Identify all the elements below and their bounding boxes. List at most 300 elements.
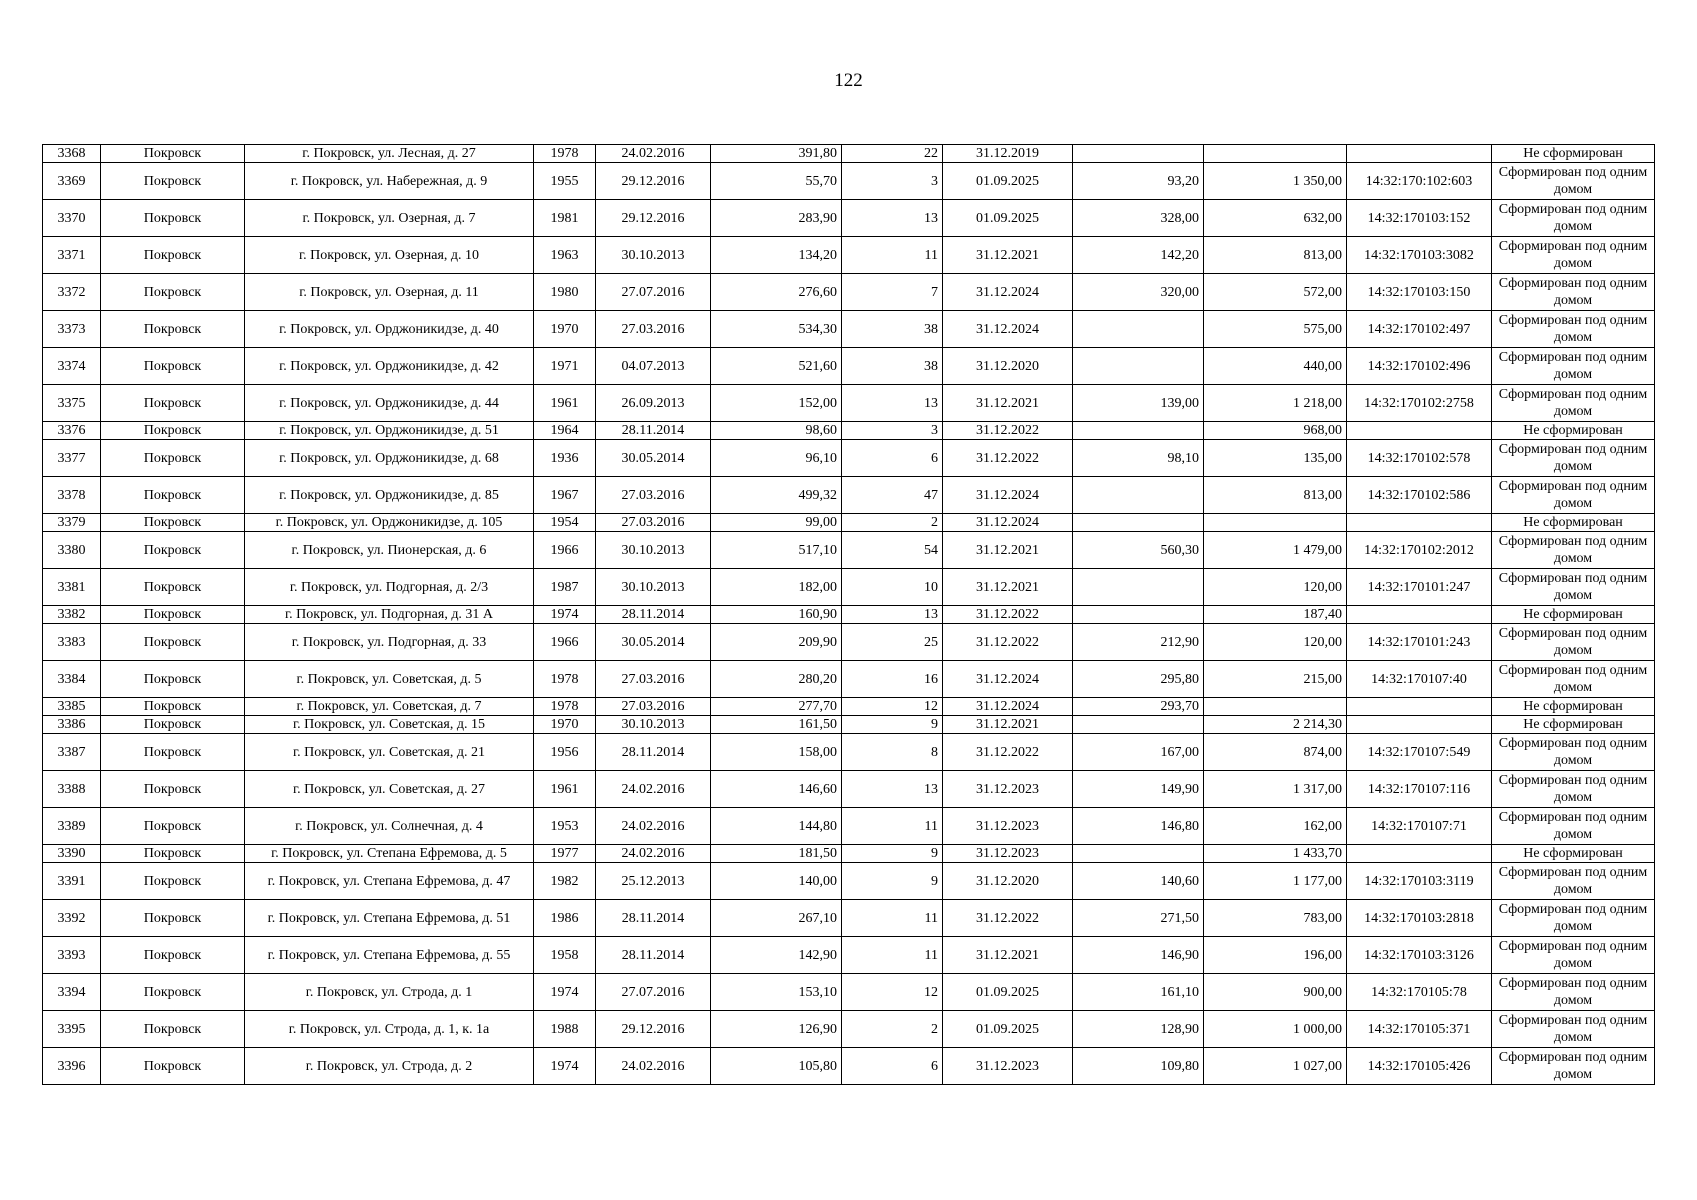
- cell-living-area: 98,60: [711, 422, 842, 440]
- cell-deadline: 31.12.2022: [943, 440, 1073, 477]
- table-row: [43, 606, 1655, 624]
- cell-inspection-date: 27.03.2016: [596, 311, 711, 348]
- cell-land-status: Сформирован под одним домом: [1492, 274, 1655, 311]
- cell-deadline: 31.12.2022: [943, 624, 1073, 661]
- table-row: [43, 734, 1655, 771]
- cell-cadastral-number: [1347, 145, 1492, 163]
- cell-deadline: 01.09.2025: [943, 163, 1073, 200]
- cell-year-built: 1977: [534, 845, 596, 863]
- cell-inspection-date: 28.11.2014: [596, 422, 711, 440]
- cell-city: Покровск: [101, 274, 245, 311]
- cell-year-built: 1980: [534, 274, 596, 311]
- cell-land-area: [1204, 514, 1347, 532]
- cell-total-area: [1073, 477, 1204, 514]
- cell-land-status: Сформирован под одним домом: [1492, 624, 1655, 661]
- cell-row-number: 3387: [43, 734, 101, 771]
- cell-year-built: 1966: [534, 624, 596, 661]
- cell-deadline: 31.12.2021: [943, 937, 1073, 974]
- cell-row-number: 3379: [43, 514, 101, 532]
- cell-address: г. Покровск, ул. Подгорная, д. 2/3: [245, 569, 534, 606]
- cell-cadastral-number: 14:32:170101:247: [1347, 569, 1492, 606]
- cell-row-number: 3376: [43, 422, 101, 440]
- cell-land-status: Не сформирован: [1492, 514, 1655, 532]
- cell-year-built: 1974: [534, 1048, 596, 1085]
- cell-city: Покровск: [101, 385, 245, 422]
- cell-deadline: 31.12.2022: [943, 606, 1073, 624]
- cell-inspection-date: 27.03.2016: [596, 661, 711, 698]
- cell-land-status: Не сформирован: [1492, 716, 1655, 734]
- table-row: [43, 1011, 1655, 1048]
- cell-residents: 47: [842, 477, 943, 514]
- cell-inspection-date: 27.03.2016: [596, 698, 711, 716]
- table-row: [43, 385, 1655, 422]
- cell-total-area: 271,50: [1073, 900, 1204, 937]
- cell-city: Покровск: [101, 514, 245, 532]
- cell-residents: 22: [842, 145, 943, 163]
- cell-city: Покровск: [101, 477, 245, 514]
- cell-row-number: 3389: [43, 808, 101, 845]
- cell-year-built: 1974: [534, 606, 596, 624]
- cell-land-status: Сформирован под одним домом: [1492, 734, 1655, 771]
- cell-living-area: 105,80: [711, 1048, 842, 1085]
- cell-living-area: 152,00: [711, 385, 842, 422]
- table-row: [43, 440, 1655, 477]
- cell-total-area: [1073, 716, 1204, 734]
- cell-cadastral-number: 14:32:170101:243: [1347, 624, 1492, 661]
- cell-row-number: 3377: [43, 440, 101, 477]
- cell-land-area: 135,00: [1204, 440, 1347, 477]
- cell-address: г. Покровск, ул. Орджоникидзе, д. 40: [245, 311, 534, 348]
- cell-row-number: 3388: [43, 771, 101, 808]
- cell-land-area: 874,00: [1204, 734, 1347, 771]
- cell-deadline: 31.12.2023: [943, 845, 1073, 863]
- cell-deadline: 31.12.2021: [943, 569, 1073, 606]
- cell-living-area: 153,10: [711, 974, 842, 1011]
- cell-row-number: 3368: [43, 145, 101, 163]
- cell-year-built: 1956: [534, 734, 596, 771]
- cell-land-area: 1 027,00: [1204, 1048, 1347, 1085]
- cell-land-status: Сформирован под одним домом: [1492, 937, 1655, 974]
- cell-inspection-date: 30.05.2014: [596, 624, 711, 661]
- cell-inspection-date: 28.11.2014: [596, 937, 711, 974]
- cell-cadastral-number: 14:32:170107:116: [1347, 771, 1492, 808]
- cell-residents: 38: [842, 348, 943, 385]
- cell-land-status: Сформирован под одним домом: [1492, 385, 1655, 422]
- cell-land-status: Сформирован под одним домом: [1492, 808, 1655, 845]
- cell-land-status: Сформирован под одним домом: [1492, 1011, 1655, 1048]
- cell-deadline: 31.12.2024: [943, 477, 1073, 514]
- cell-residents: 9: [842, 863, 943, 900]
- cell-deadline: 01.09.2025: [943, 974, 1073, 1011]
- table-row: [43, 937, 1655, 974]
- cell-row-number: 3371: [43, 237, 101, 274]
- cell-year-built: 1954: [534, 514, 596, 532]
- cell-city: Покровск: [101, 606, 245, 624]
- cell-living-area: 182,00: [711, 569, 842, 606]
- cell-total-area: [1073, 845, 1204, 863]
- cell-row-number: 3396: [43, 1048, 101, 1085]
- cell-address: г. Покровск, ул. Набережная, д. 9: [245, 163, 534, 200]
- cell-land-status: Сформирован под одним домом: [1492, 900, 1655, 937]
- cell-deadline: 01.09.2025: [943, 200, 1073, 237]
- cell-cadastral-number: 14:32:170102:578: [1347, 440, 1492, 477]
- cell-land-area: 1 350,00: [1204, 163, 1347, 200]
- cell-city: Покровск: [101, 974, 245, 1011]
- cell-inspection-date: 27.07.2016: [596, 974, 711, 1011]
- cell-address: г. Покровск, ул. Орджоникидзе, д. 68: [245, 440, 534, 477]
- table-row: [43, 863, 1655, 900]
- cell-city: Покровск: [101, 311, 245, 348]
- cell-total-area: 560,30: [1073, 532, 1204, 569]
- cell-city: Покровск: [101, 145, 245, 163]
- cell-land-area: [1204, 145, 1347, 163]
- cell-land-status: Сформирован под одним домом: [1492, 974, 1655, 1011]
- cell-deadline: 31.12.2021: [943, 532, 1073, 569]
- cell-inspection-date: 24.02.2016: [596, 771, 711, 808]
- cell-city: Покровск: [101, 624, 245, 661]
- cell-row-number: 3384: [43, 661, 101, 698]
- cell-inspection-date: 29.12.2016: [596, 200, 711, 237]
- cell-land-status: Не сформирован: [1492, 698, 1655, 716]
- cell-living-area: 276,60: [711, 274, 842, 311]
- cell-living-area: 277,70: [711, 698, 842, 716]
- cell-land-status: Сформирован под одним домом: [1492, 163, 1655, 200]
- cell-year-built: 1963: [534, 237, 596, 274]
- cell-total-area: [1073, 422, 1204, 440]
- cell-year-built: 1978: [534, 145, 596, 163]
- cell-total-area: 93,20: [1073, 163, 1204, 200]
- cell-cadastral-number: 14:32:170107:549: [1347, 734, 1492, 771]
- cell-year-built: 1967: [534, 477, 596, 514]
- cell-land-status: Сформирован под одним домом: [1492, 1048, 1655, 1085]
- cell-deadline: 31.12.2022: [943, 734, 1073, 771]
- cell-row-number: 3370: [43, 200, 101, 237]
- cell-cadastral-number: 14:32:170102:496: [1347, 348, 1492, 385]
- cell-residents: 11: [842, 808, 943, 845]
- cell-residents: 11: [842, 237, 943, 274]
- cell-land-status: Сформирован под одним домом: [1492, 477, 1655, 514]
- cell-land-area: 1 317,00: [1204, 771, 1347, 808]
- cell-address: г. Покровск, ул. Озерная, д. 7: [245, 200, 534, 237]
- cell-land-area: 783,00: [1204, 900, 1347, 937]
- cell-residents: 8: [842, 734, 943, 771]
- cell-land-status: Сформирован под одним домом: [1492, 532, 1655, 569]
- cell-land-status: Сформирован под одним домом: [1492, 863, 1655, 900]
- page-number: 122: [834, 70, 863, 91]
- cell-residents: 13: [842, 771, 943, 808]
- cell-land-area: 120,00: [1204, 624, 1347, 661]
- cell-cadastral-number: 14:32:170102:2758: [1347, 385, 1492, 422]
- cell-residents: 6: [842, 440, 943, 477]
- cell-city: Покровск: [101, 661, 245, 698]
- cell-residents: 2: [842, 514, 943, 532]
- housing-register-table: [42, 144, 1655, 1085]
- cell-cadastral-number: 14:32:170105:426: [1347, 1048, 1492, 1085]
- cell-total-area: [1073, 606, 1204, 624]
- cell-living-area: 146,60: [711, 771, 842, 808]
- cell-total-area: 98,10: [1073, 440, 1204, 477]
- cell-residents: 25: [842, 624, 943, 661]
- cell-residents: 9: [842, 845, 943, 863]
- cell-land-area: 440,00: [1204, 348, 1347, 385]
- cell-residents: 12: [842, 698, 943, 716]
- cell-living-area: 158,00: [711, 734, 842, 771]
- cell-row-number: 3369: [43, 163, 101, 200]
- cell-inspection-date: 27.03.2016: [596, 514, 711, 532]
- cell-total-area: 149,90: [1073, 771, 1204, 808]
- cell-land-status: Сформирован под одним домом: [1492, 771, 1655, 808]
- cell-total-area: 328,00: [1073, 200, 1204, 237]
- cell-total-area: 140,60: [1073, 863, 1204, 900]
- table-row: [43, 532, 1655, 569]
- cell-living-area: 267,10: [711, 900, 842, 937]
- table-row: [43, 163, 1655, 200]
- cell-city: Покровск: [101, 845, 245, 863]
- cell-living-area: 134,20: [711, 237, 842, 274]
- cell-address: г. Покровск, ул. Советская, д. 27: [245, 771, 534, 808]
- table-row: [43, 422, 1655, 440]
- table-row: [43, 477, 1655, 514]
- cell-address: г. Покровск, ул. Пионерская, д. 6: [245, 532, 534, 569]
- cell-city: Покровск: [101, 569, 245, 606]
- cell-living-area: 517,10: [711, 532, 842, 569]
- cell-living-area: 283,90: [711, 200, 842, 237]
- cell-inspection-date: 28.11.2014: [596, 900, 711, 937]
- cell-living-area: 144,80: [711, 808, 842, 845]
- cell-deadline: 31.12.2020: [943, 348, 1073, 385]
- cell-land-status: Сформирован под одним домом: [1492, 661, 1655, 698]
- cell-land-area: 162,00: [1204, 808, 1347, 845]
- cell-address: г. Покровск, ул. Строда, д. 1: [245, 974, 534, 1011]
- cell-land-status: Сформирован под одним домом: [1492, 200, 1655, 237]
- cell-city: Покровск: [101, 532, 245, 569]
- cell-total-area: [1073, 569, 1204, 606]
- table-row: [43, 808, 1655, 845]
- cell-city: Покровск: [101, 734, 245, 771]
- cell-row-number: 3378: [43, 477, 101, 514]
- cell-year-built: 1986: [534, 900, 596, 937]
- cell-land-area: 120,00: [1204, 569, 1347, 606]
- cell-residents: 13: [842, 200, 943, 237]
- cell-total-area: [1073, 311, 1204, 348]
- cell-year-built: 1955: [534, 163, 596, 200]
- cell-year-built: 1961: [534, 385, 596, 422]
- cell-inspection-date: 24.02.2016: [596, 145, 711, 163]
- cell-land-status: Сформирован под одним домом: [1492, 440, 1655, 477]
- table-row: [43, 200, 1655, 237]
- cell-land-area: [1204, 698, 1347, 716]
- table-row: [43, 237, 1655, 274]
- cell-residents: 16: [842, 661, 943, 698]
- cell-address: г. Покровск, ул. Орджоникидзе, д. 44: [245, 385, 534, 422]
- table-row: [43, 661, 1655, 698]
- cell-total-area: 128,90: [1073, 1011, 1204, 1048]
- cell-deadline: 31.12.2022: [943, 900, 1073, 937]
- cell-total-area: 161,10: [1073, 974, 1204, 1011]
- cell-land-status: Сформирован под одним домом: [1492, 311, 1655, 348]
- cell-living-area: 99,00: [711, 514, 842, 532]
- cell-address: г. Покровск, ул. Подгорная, д. 33: [245, 624, 534, 661]
- cell-year-built: 1988: [534, 1011, 596, 1048]
- cell-total-area: 295,80: [1073, 661, 1204, 698]
- cell-row-number: 3374: [43, 348, 101, 385]
- cell-deadline: 01.09.2025: [943, 1011, 1073, 1048]
- cell-row-number: 3383: [43, 624, 101, 661]
- cell-cadastral-number: 14:32:170107:40: [1347, 661, 1492, 698]
- cell-cadastral-number: [1347, 716, 1492, 734]
- cell-inspection-date: 30.10.2013: [596, 716, 711, 734]
- cell-land-area: 575,00: [1204, 311, 1347, 348]
- cell-inspection-date: 26.09.2013: [596, 385, 711, 422]
- cell-address: г. Покровск, ул. Озерная, д. 11: [245, 274, 534, 311]
- cell-deadline: 31.12.2023: [943, 771, 1073, 808]
- cell-living-area: 499,32: [711, 477, 842, 514]
- cell-address: г. Покровск, ул. Степана Ефремова, д. 51: [245, 900, 534, 937]
- cell-row-number: 3385: [43, 698, 101, 716]
- cell-address: г. Покровск, ул. Советская, д. 15: [245, 716, 534, 734]
- cell-city: Покровск: [101, 771, 245, 808]
- cell-land-area: 813,00: [1204, 477, 1347, 514]
- cell-land-status: Сформирован под одним домом: [1492, 348, 1655, 385]
- cell-deadline: 31.12.2023: [943, 1048, 1073, 1085]
- table-row: [43, 771, 1655, 808]
- cell-row-number: 3391: [43, 863, 101, 900]
- cell-land-status: Сформирован под одним домом: [1492, 569, 1655, 606]
- table-row: [43, 274, 1655, 311]
- cell-residents: 54: [842, 532, 943, 569]
- table-row: [43, 698, 1655, 716]
- cell-address: г. Покровск, ул. Степана Ефремова, д. 55: [245, 937, 534, 974]
- cell-row-number: 3395: [43, 1011, 101, 1048]
- cell-residents: 10: [842, 569, 943, 606]
- cell-city: Покровск: [101, 200, 245, 237]
- cell-land-area: 215,00: [1204, 661, 1347, 698]
- cell-inspection-date: 30.10.2013: [596, 569, 711, 606]
- cell-city: Покровск: [101, 716, 245, 734]
- cell-row-number: 3375: [43, 385, 101, 422]
- cell-address: г. Покровск, ул. Орджоникидзе, д. 51: [245, 422, 534, 440]
- cell-address: г. Покровск, ул. Советская, д. 7: [245, 698, 534, 716]
- cell-address: г. Покровск, ул. Солнечная, д. 4: [245, 808, 534, 845]
- cell-inspection-date: 28.11.2014: [596, 606, 711, 624]
- cell-living-area: 126,90: [711, 1011, 842, 1048]
- cell-city: Покровск: [101, 348, 245, 385]
- cell-address: г. Покровск, ул. Озерная, д. 10: [245, 237, 534, 274]
- cell-cadastral-number: 14:32:170103:3126: [1347, 937, 1492, 974]
- cell-land-area: 1 177,00: [1204, 863, 1347, 900]
- cell-address: г. Покровск, ул. Строда, д. 2: [245, 1048, 534, 1085]
- cell-deadline: 31.12.2024: [943, 514, 1073, 532]
- cell-residents: 9: [842, 716, 943, 734]
- cell-land-area: 1 479,00: [1204, 532, 1347, 569]
- cell-living-area: 160,90: [711, 606, 842, 624]
- cell-year-built: 1971: [534, 348, 596, 385]
- cell-cadastral-number: [1347, 845, 1492, 863]
- cell-total-area: 109,80: [1073, 1048, 1204, 1085]
- cell-residents: 2: [842, 1011, 943, 1048]
- cell-living-area: 534,30: [711, 311, 842, 348]
- table-body: [43, 145, 1655, 1085]
- cell-cadastral-number: [1347, 514, 1492, 532]
- cell-residents: 7: [842, 274, 943, 311]
- cell-deadline: 31.12.2022: [943, 422, 1073, 440]
- cell-cadastral-number: 14:32:170102:497: [1347, 311, 1492, 348]
- cell-inspection-date: 24.02.2016: [596, 1048, 711, 1085]
- table-row: [43, 974, 1655, 1011]
- cell-row-number: 3380: [43, 532, 101, 569]
- cell-living-area: 55,70: [711, 163, 842, 200]
- cell-address: г. Покровск, ул. Лесная, д. 27: [245, 145, 534, 163]
- cell-living-area: 391,80: [711, 145, 842, 163]
- cell-total-area: 320,00: [1073, 274, 1204, 311]
- cell-row-number: 3386: [43, 716, 101, 734]
- cell-total-area: 146,90: [1073, 937, 1204, 974]
- cell-address: г. Покровск, ул. Степана Ефремова, д. 47: [245, 863, 534, 900]
- cell-total-area: 139,00: [1073, 385, 1204, 422]
- cell-city: Покровск: [101, 900, 245, 937]
- cell-land-status: Не сформирован: [1492, 422, 1655, 440]
- cell-cadastral-number: 14:32:170103:3082: [1347, 237, 1492, 274]
- cell-year-built: 1982: [534, 863, 596, 900]
- cell-city: Покровск: [101, 237, 245, 274]
- cell-city: Покровск: [101, 937, 245, 974]
- cell-total-area: 142,20: [1073, 237, 1204, 274]
- cell-cadastral-number: 14:32:170103:150: [1347, 274, 1492, 311]
- cell-residents: 11: [842, 900, 943, 937]
- cell-city: Покровск: [101, 808, 245, 845]
- cell-row-number: 3392: [43, 900, 101, 937]
- cell-address: г. Покровск, ул. Советская, д. 21: [245, 734, 534, 771]
- cell-land-area: 1 218,00: [1204, 385, 1347, 422]
- cell-year-built: 1981: [534, 200, 596, 237]
- cell-year-built: 1936: [534, 440, 596, 477]
- cell-year-built: 1978: [534, 661, 596, 698]
- cell-year-built: 1970: [534, 311, 596, 348]
- cell-total-area: 212,90: [1073, 624, 1204, 661]
- cell-residents: 3: [842, 163, 943, 200]
- cell-living-area: 142,90: [711, 937, 842, 974]
- cell-land-area: 196,00: [1204, 937, 1347, 974]
- cell-residents: 13: [842, 385, 943, 422]
- cell-residents: 6: [842, 1048, 943, 1085]
- cell-address: г. Покровск, ул. Подгорная, д. 31 А: [245, 606, 534, 624]
- cell-cadastral-number: 14:32:170103:3119: [1347, 863, 1492, 900]
- cell-year-built: 1953: [534, 808, 596, 845]
- cell-address: г. Покровск, ул. Орджоникидзе, д. 85: [245, 477, 534, 514]
- cell-inspection-date: 30.10.2013: [596, 532, 711, 569]
- cell-row-number: 3381: [43, 569, 101, 606]
- cell-cadastral-number: 14:32:170102:2012: [1347, 532, 1492, 569]
- cell-row-number: 3394: [43, 974, 101, 1011]
- cell-land-status: Не сформирован: [1492, 606, 1655, 624]
- cell-year-built: 1964: [534, 422, 596, 440]
- cell-year-built: 1958: [534, 937, 596, 974]
- cell-residents: 3: [842, 422, 943, 440]
- table-row: [43, 514, 1655, 532]
- cell-total-area: 293,70: [1073, 698, 1204, 716]
- cell-city: Покровск: [101, 863, 245, 900]
- cell-cadastral-number: 14:32:170107:71: [1347, 808, 1492, 845]
- cell-living-area: 521,60: [711, 348, 842, 385]
- cell-inspection-date: 24.02.2016: [596, 808, 711, 845]
- cell-deadline: 31.12.2024: [943, 698, 1073, 716]
- cell-total-area: 146,80: [1073, 808, 1204, 845]
- cell-land-area: 900,00: [1204, 974, 1347, 1011]
- cell-land-area: 572,00: [1204, 274, 1347, 311]
- cell-inspection-date: 25.12.2013: [596, 863, 711, 900]
- cell-cadastral-number: 14:32:170102:586: [1347, 477, 1492, 514]
- table-row: [43, 845, 1655, 863]
